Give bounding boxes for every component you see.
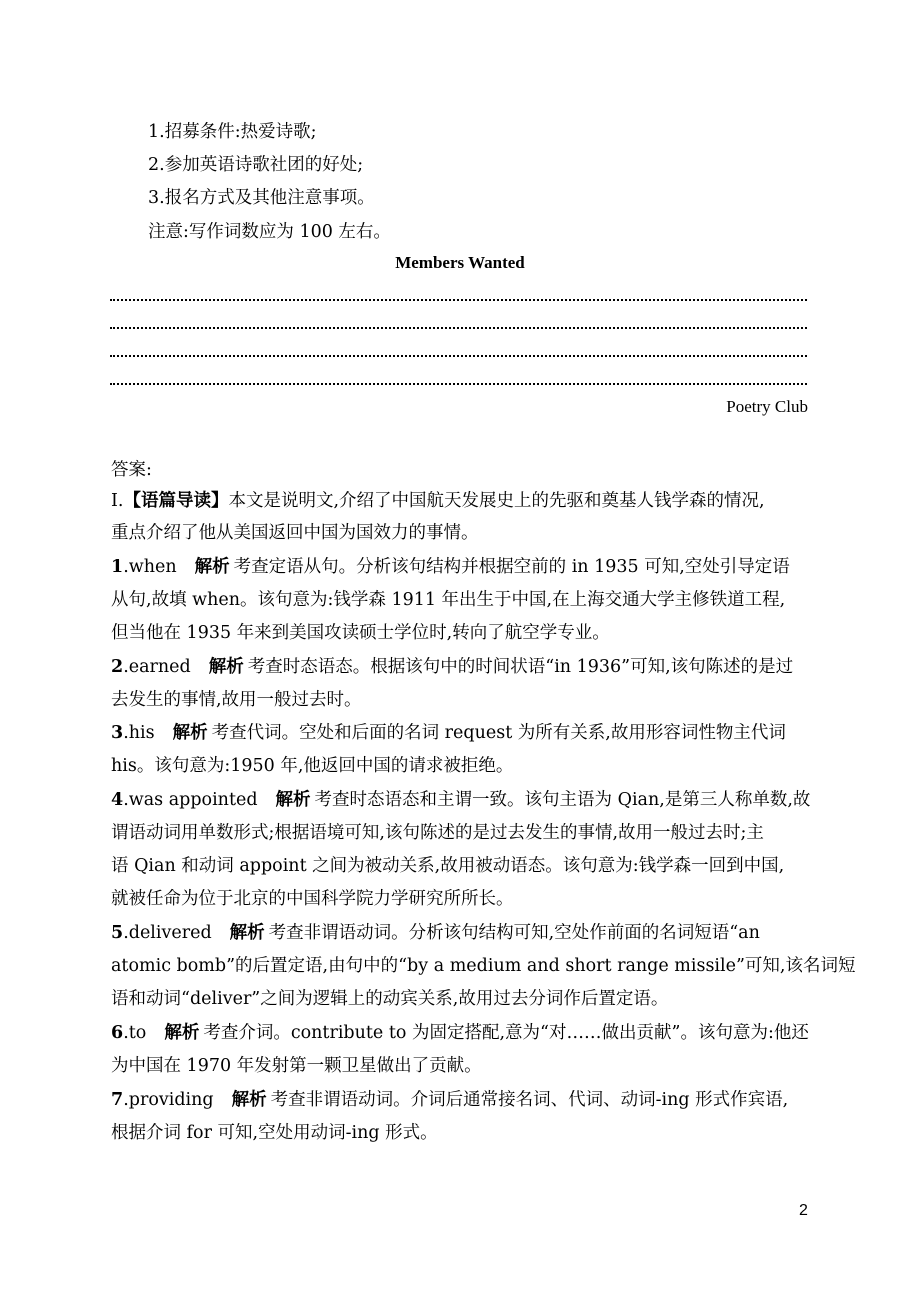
analysis-text: 考查代词。空处和后面的名词 request 为所有关系,故用形容词性物主代词 (211, 723, 786, 743)
answer-number: 2 (111, 657, 124, 677)
analysis-label: 解析 (229, 923, 265, 943)
analysis-label: 解析 (172, 723, 208, 743)
analysis-label: 解析 (164, 1023, 200, 1043)
section-label: 【语篇导读】 (123, 491, 229, 511)
analysis-text: 谓语动词用单数形式;根据语境可知,该句陈述的是过去发生的事情,故用一般过去时;主 (111, 823, 764, 843)
analysis-text: 考查定语从句。分析该句结构并根据空前的 in 1935 可知,空处引导定语 (233, 557, 790, 577)
section-marker: Ⅰ. (111, 491, 124, 511)
analysis-text: 语 Qian 和动词 appoint 之间为被动关系,故用被动语态。该句意为:钱学森一回到中国, (111, 856, 785, 876)
answer-number: 1 (111, 557, 124, 577)
answer-word: .when (123, 557, 177, 577)
word-count-note: 注意:写作词数应为 100 左右。 (148, 222, 391, 242)
answer-item (111, 1019, 809, 1044)
answer-word: .his (123, 723, 155, 743)
analysis-label: 解析 (231, 1090, 267, 1110)
analysis-text: 考查非谓语动词。分析该句结构可知,空处作前面的名词短语“an (268, 923, 760, 943)
analysis-text: 语和动词“deliver”之间为逻辑上的动宾关系,故用过去分词作后置定语。 (111, 989, 669, 1009)
answer-word: .was appointed (123, 790, 258, 810)
analysis-text: 考查非谓语动词。介词后通常接名词、代词、动词-ing 形式作宾语, (270, 1090, 789, 1110)
analysis-label: 解析 (208, 657, 244, 677)
intro-text: 重点介绍了他从美国返回中国为国效力的事情。 (111, 523, 479, 543)
analysis-text: his。该句意为:1950 年,他返回中国的请求被拒绝。 (111, 756, 514, 776)
answer-item (111, 786, 810, 811)
answer-heading: 答案: (111, 460, 152, 480)
requirement-item: 3.报名方式及其他注意事项。 (148, 188, 375, 208)
answer-item (111, 553, 790, 578)
requirement-item: 2.参加英语诗歌社团的好处; (148, 155, 364, 175)
answer-number: 6 (111, 1023, 124, 1043)
analysis-label: 解析 (194, 557, 230, 577)
answer-number: 3 (111, 723, 124, 743)
writing-line (110, 327, 807, 329)
analysis-text: 但当他在 1935 年来到美国攻读硕士学位时,转向了航空学专业。 (111, 623, 610, 643)
answer-item (111, 719, 786, 744)
answer-word: .to (123, 1023, 147, 1043)
analysis-text: 从句,故填 when。该句意为:钱学森 1911 年出生于中国,在上海交通大学主修铁道工程, (111, 590, 786, 610)
answer-item (111, 1086, 788, 1111)
answer-number: 4 (111, 790, 124, 810)
answer-word: .delivered (123, 923, 212, 943)
answer-item (111, 919, 760, 944)
writing-title: Members Wanted (395, 253, 525, 272)
analysis-text: 去发生的事情,故用一般过去时。 (111, 690, 362, 710)
answer-item (111, 653, 793, 678)
analysis-text: 考查介词。contribute to 为固定搭配,意为“对……做出贡献”。该句意为:他还 (203, 1023, 809, 1043)
writing-line (110, 355, 807, 357)
answer-word: .earned (123, 657, 191, 677)
answer-number: 5 (111, 923, 124, 943)
analysis-text: 为中国在 1970 年发射第一颗卫星做出了贡献。 (111, 1056, 482, 1076)
signature: Poetry Club (726, 397, 808, 416)
writing-line (110, 299, 807, 301)
requirement-item: 1.招募条件:热爱诗歌; (148, 122, 317, 142)
analysis-label: 解析 (275, 790, 311, 810)
section-intro (111, 487, 765, 512)
analysis-text: atomic bomb”的后置定语,由句中的“by a medium and short range missile”可知,该名词短 (111, 956, 856, 976)
intro-text: 本文是说明文,介绍了中国航天发展史上的先驱和奠基人钱学森的情况, (228, 491, 765, 511)
analysis-text: 就被任命为位于北京的中国科学院力学研究所所长。 (111, 889, 514, 909)
analysis-text: 根据介词 for 可知,空处用动词-ing 形式。 (111, 1123, 438, 1143)
analysis-text: 考查时态语态。根据该句中的时间状语“in 1936”可知,该句陈述的是过 (247, 657, 794, 677)
writing-line (110, 383, 807, 385)
analysis-text: 考查时态语态和主谓一致。该句主语为 Qian,是第三人称单数,故 (314, 790, 811, 810)
answer-word: .providing (123, 1090, 214, 1110)
page-number: 2 (799, 1202, 808, 1219)
answer-number: 7 (111, 1090, 124, 1110)
